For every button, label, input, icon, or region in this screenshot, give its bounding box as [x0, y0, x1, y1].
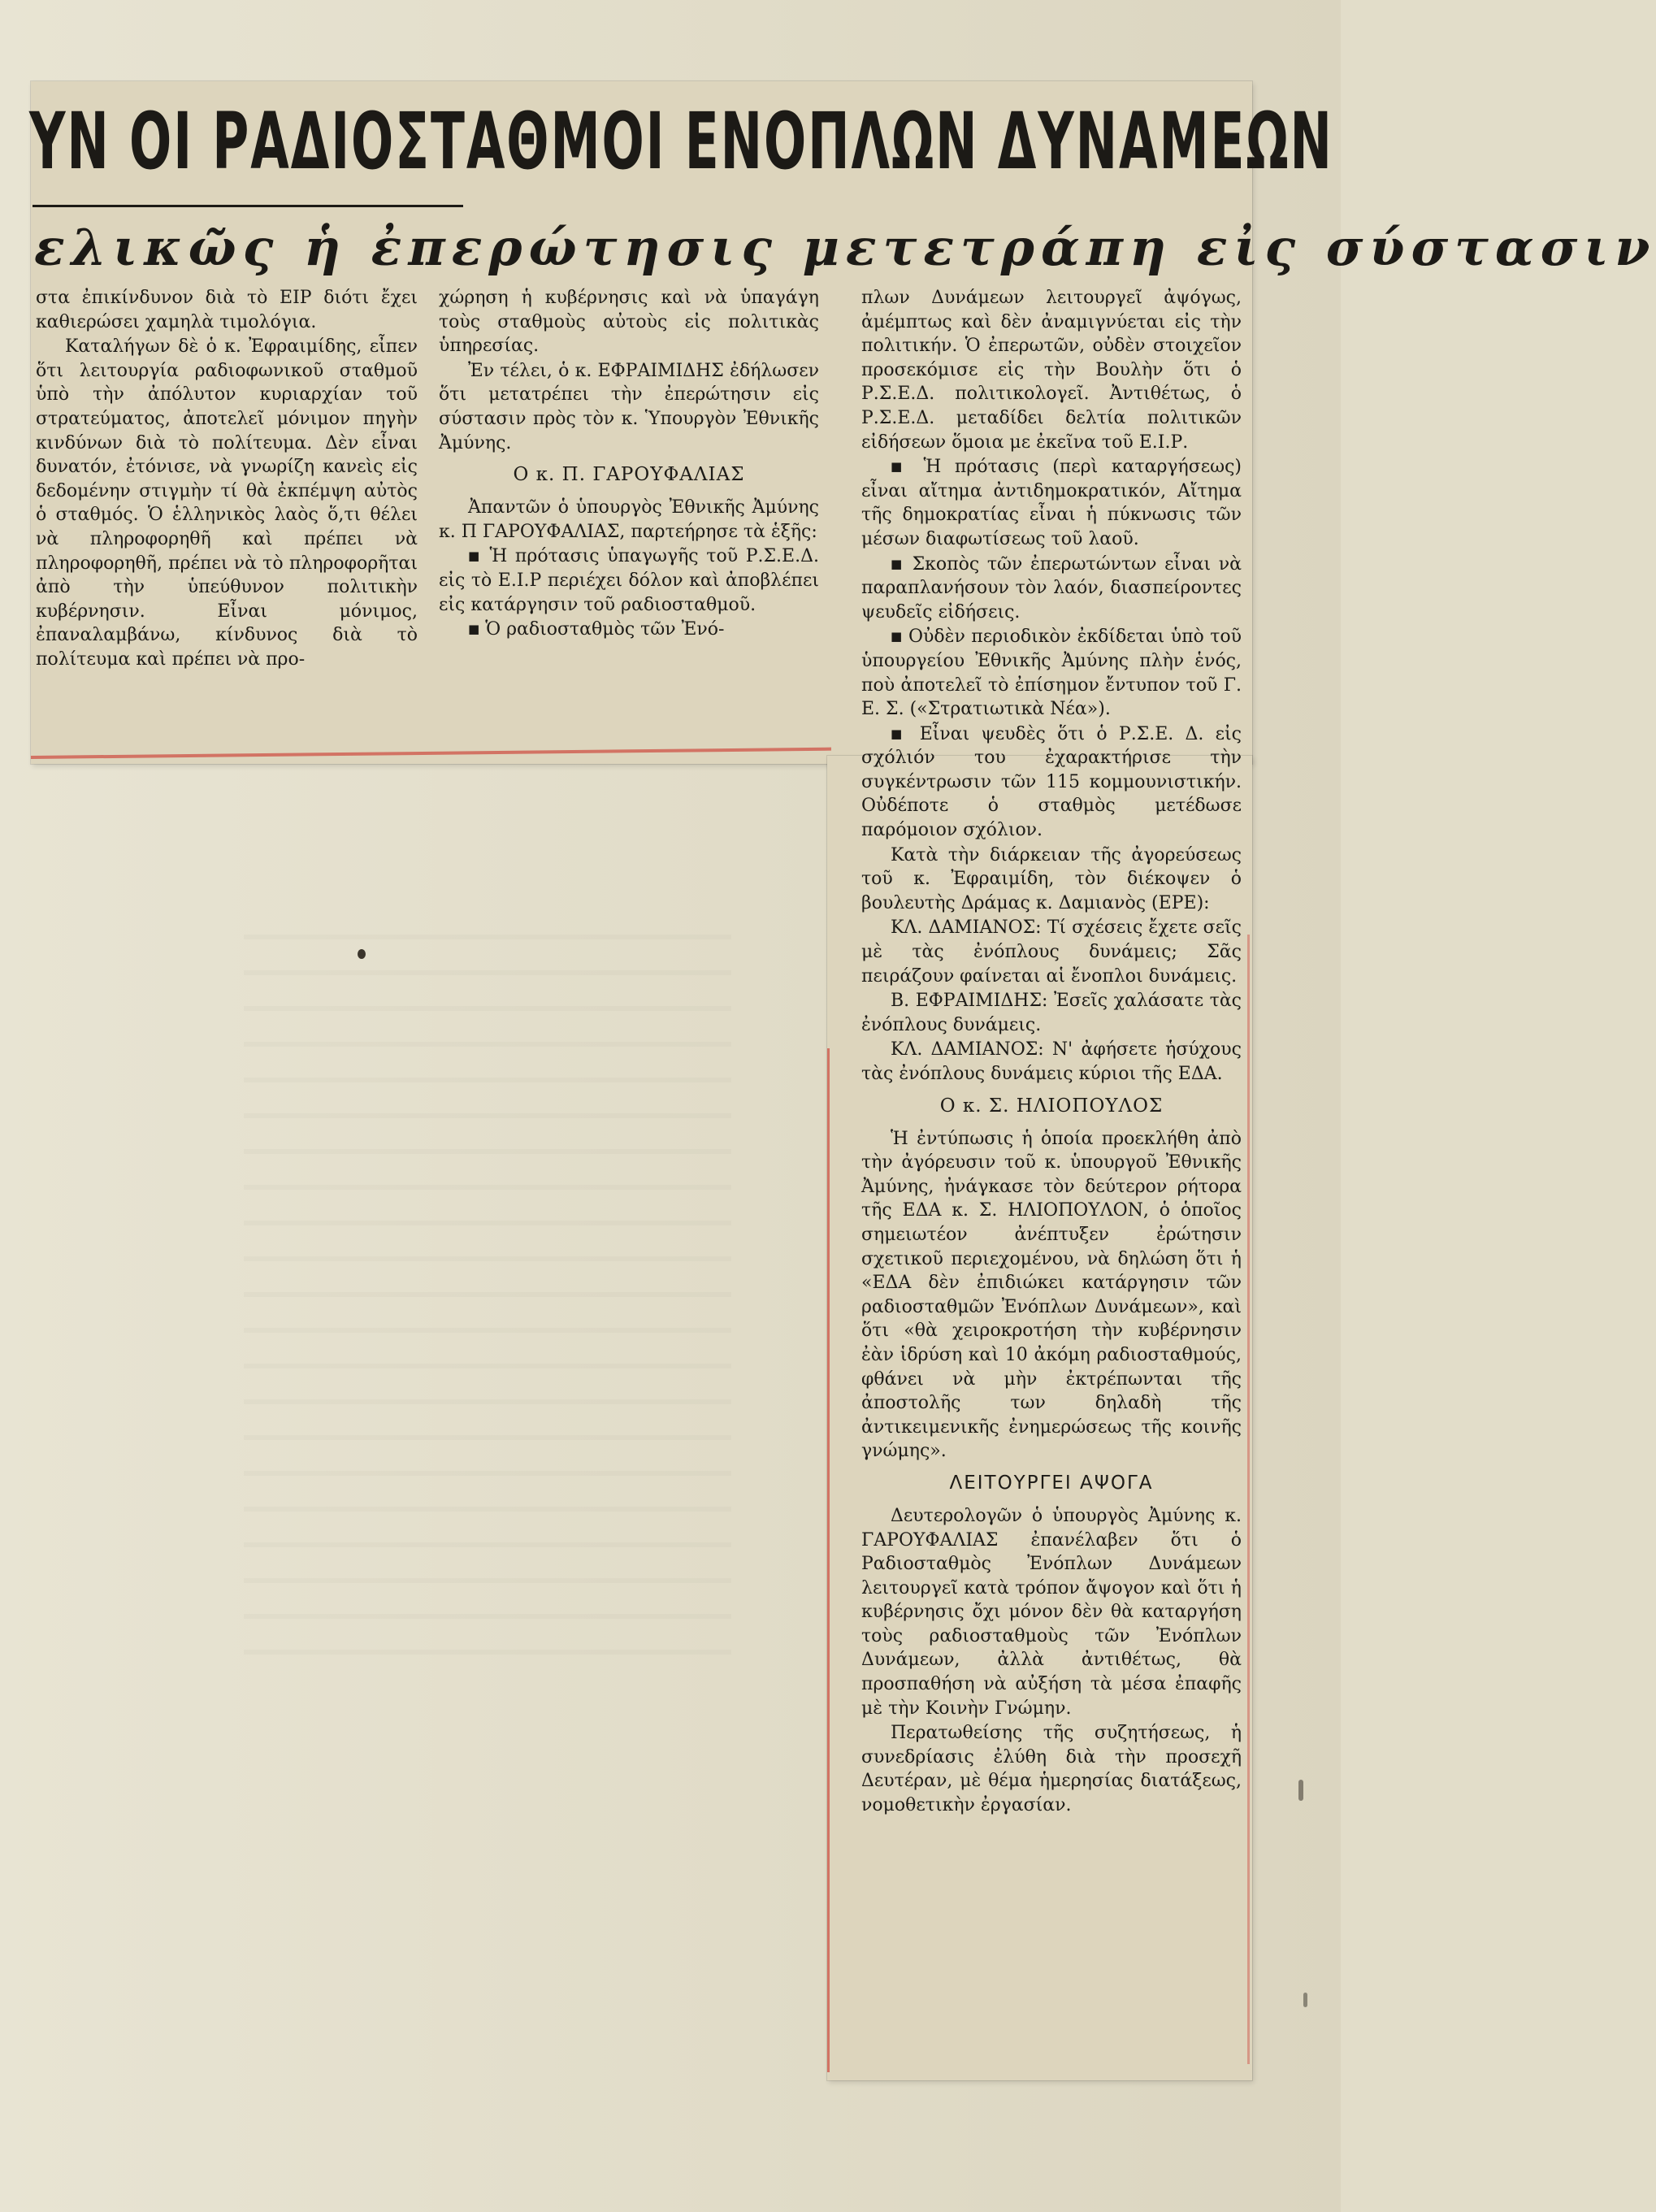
- paragraph: ΚΛ. ΔΑΜΙΑΝΟΣ: Ν' ἀφήσετε ἡσύχους τὰς ἐνόπλους δυνάμεις κύριοι τῆς ΕΔΑ.: [861, 1039, 1242, 1084]
- bullet-text: Οὐδὲν περιοδικὸν ἐκδίδεται ὑπὸ τοῦ ὑπουργείου Ἐθνικῆς Ἀμύνης πλὴν ἑνός, ποὺ ἀποτελεῖ τὸ ἐπίσημον ἔντυπον τοῦ Γ. Ε. Σ. («Στρατιωτικὰ Νέα»).: [861, 627, 1242, 720]
- red-cut-line: [1247, 935, 1250, 2064]
- faded-background-print: [244, 935, 731, 1666]
- paragraph: Καταλήγων δὲ ὁ κ. Ἐφραιμίδης, εἶπεν ὅτι λειτουργία ραδιοφωνικοῦ σταθμοῦ ὑπὸ τὴν ἀπόλυτον κυριαρχίαν τοῦ στρατεύματος, ἀποτελεῖ μόνιμον πηγὴν κινδύνων διὰ τὸ πολίτευμα. Δὲν εἶναι δυνατόν, ἐτόνισε, νὰ γνωρίζη κανεὶς εἰς δεδομένην στιγμὴν τί θὰ ἐκπέμψη αὐτὸς ὁ σταθμός. Ὁ ἑλληνικὸς λαὸς ὅ,τι θέλει νὰ πληροφορηθῆ καὶ πρέπει νὰ πληροφορηθῆ, πρέπει νὰ τὸ πληροφορῆται ἀπὸ τὴν ὑπεύθυνον πολιτικὴν κυβέρνησιν. Εἶναι μόνιμος, ἐπαναλαμβάνω, κίνδυνος διὰ τὸ πολίτευμα καὶ πρέπει νὰ προ-: [36, 336, 418, 670]
- paragraph: Β. ΕΦΡΑΙΜΙΔΗΣ: Ἐσεῖς χαλάσατε τὰς ἐνόπλους δυνάμεις.: [861, 991, 1242, 1035]
- bullet-text: Ὁ ραδιοσταθμὸς τῶν Ἐνό-: [485, 619, 725, 640]
- article-column-2: [439, 286, 819, 643]
- paragraph: στα ἐπικίνδυνον διὰ τὸ ΕΙΡ διότι ἔχει καθιερώσει χαμηλὰ τιμολόγια.: [36, 288, 418, 332]
- paragraph: χώρηση ἡ κυβέρνησις καὶ νὰ ὑπαγάγη τοὺς σταθμοὺς αὐτοὺς εἰς πολιτικὰς ὑπηρεσίας.: [439, 288, 819, 357]
- paragraph: Ἀπαντῶν ὁ ὑπουργὸς Ἐθνικῆς Ἀμύνης κ. Π ΓΑΡΟΥΦΑΛΙΑΣ, παρτεήρησε τὰ ἑξῆς:: [439, 497, 819, 542]
- paragraph: ΚΛ. ΔΑΜΙΑΝΟΣ: Τί σχέσεις ἔχετε σεῖς μὲ τὰς ἐνόπλους δυνάμεις; Σᾶς πειράζουν φαίνεται αἱ ἔνοπλοι δυνάμεις.: [861, 917, 1242, 987]
- bullet-text: Ἡ πρότασις ὑπαγωγῆς τοῦ Ρ.Σ.Ε.Δ. εἰς τὸ Ε.Ι.Ρ περιέχει δόλον καὶ ἀποβλέπει εἰς κατάργησιν τοῦ ραδιοσταθμοῦ.: [439, 546, 819, 615]
- bullet-paragraph: [861, 553, 1242, 625]
- bullet-icon: ■: [891, 629, 903, 644]
- section-heading: ΛΕΙΤΟΥΡΓΕΙ ΑΨΟΓΑ: [949, 1472, 1154, 1494]
- bullet-icon: ■: [891, 556, 904, 571]
- paragraph: Κατὰ τὴν διάρκειαν τῆς ἀγορεύσεως τοῦ κ. Ἐφραιμίδη, τὸν διέκοψεν ὁ βουλευτὴς Δράμας κ. Δαμιανὸς (ΕΡΕ):: [861, 844, 1242, 913]
- bullet-paragraph: [861, 722, 1242, 843]
- paragraph: πλων Δυνάμεων λειτουργεῖ ἀψόγως, ἀμέμπτως καὶ δὲν ἀναμιγνύεται εἰς τὴν πολιτικήν. Ὁ ἐπερωτῶν, οὐδὲν στοιχεῖον προσεκόμισε εἰς τὴν Βουλὴν ὅτι ὁ Ρ.Σ.Ε.Δ. πολιτικολογεῖ. Ἀντιθέτως, ὁ Ρ.Σ.Ε.Δ. μεταδίδει δελτία πολιτικῶν εἰδήσεων ὅμοια με ἐκεῖνα τοῦ Ε.Ι.Ρ.: [861, 288, 1242, 453]
- section-heading: Ο κ. Σ. ΗΛΙΟΠΟΥΛΟΣ: [939, 1095, 1164, 1117]
- paragraph: Ἐν τέλει, ὁ κ. ΕΦΡΑΙΜΙΔΗΣ ἐδήλωσεν ὅτι μετατρέπει τὴν ἐπερώτησιν εἰς σύστασιν πρὸς τὸν κ. Ὑπουργὸν Ἐθνικῆς Ἀμύνης.: [439, 360, 819, 453]
- paragraph: Ἡ ἐντύπωσις ἡ ὁποία προεκλήθη ἀπὸ τὴν ἀγόρευσιν τοῦ κ. ὑπουργοῦ Ἐθνικῆς Ἀμύνης, ἠνάγκασε τὸν δεύτερον ρήτορα τῆς ΕΔΑ κ. Σ. ΗΛΙΟΠΟΥΛΟΝ, ὁ ὁποῖος σημειωτέον ἀνέπτυξεν ἐρώτησιν σχετικοῦ περιεχομένου, νὰ δηλώση ὅτι ἡ «ΕΔΑ δὲν ἐπιδιώκει κατάργησιν τῶν ραδιοσταθμῶν Ἐνόπλων Δυνάμεων», καὶ ὅτι «θὰ χειροκροτήση τὴν κυβέρνησιν ἐὰν ἱδρύση καὶ 10 ἀκόμη ραδιοσταθμούς, φθάνει νὰ μὴν ἐκτρέπωνται τῆς ἀποστολῆς των δηλαδὴ τῆς ἀντικειμενικῆς ἐνημερώσεως τῆς κοινῆς γνώμης».: [861, 1128, 1242, 1462]
- paragraph: Δευτερολογῶν ὁ ὑπουργὸς Ἀμύνης κ. ΓΑΡΟΥΦΑΛΙΑΣ ἐπανέλαβεν ὅτι ὁ Ραδιοσταθμὸς Ἐνόπλων Δυνάμεων λειτουργεῖ κατὰ τρόπον ἄψογον καὶ ὅτι ἡ κυβέρνησις ὄχι μόνον δὲν θὰ καταργήση τοὺς ραδιοσταθμοὺς τῶν Ἐνόπλων Δυνάμεων, ἀλλὰ ἀντιθέτως, θὰ προσπαθήση νὰ αὐξήση τὰ μέσα ἐπαφῆς μὲ τὴν Κοινὴν Γνώμην.: [861, 1505, 1242, 1719]
- ink-speck: [1303, 1993, 1307, 2007]
- bullet-icon: ■: [891, 459, 910, 475]
- bullet-paragraph: [439, 618, 819, 642]
- bullet-paragraph: [439, 544, 819, 617]
- section-heading: Ο κ. Π. ΓΑΡΟΥΦΑΛΙΑΣ: [513, 464, 745, 486]
- ink-speck: [358, 949, 366, 959]
- paragraph: Περατωθείσης τῆς συζητήσεως, ἡ συνεδρίασις ἐλύθη διὰ τὴν προσεχῆ Δευτέραν, μὲ θέμα ἡμερησίας διατάξεως, νομοθετικὴν ἐργασίαν.: [861, 1723, 1242, 1816]
- headline: ΥΝ ΟΙ ΡΑΔΙΟΣΤΑΘΜΟΙ ΕΝΟΠΛΩΝ ΔΥΝΑΜΕΩΝ: [29, 96, 1333, 187]
- bullet-paragraph: [861, 625, 1242, 721]
- bullet-icon: ■: [468, 622, 480, 637]
- headline-rule: [33, 205, 463, 207]
- ink-speck: [1298, 1780, 1303, 1801]
- bullet-icon: ■: [891, 726, 908, 741]
- article-column-1: [36, 286, 418, 673]
- article-column-3: [861, 286, 1242, 1819]
- subheadline: ελικῶς ἡ ἐπερώτησις μετετράπη εἰς σύστασιν: [34, 218, 1656, 277]
- bullet-text: Ἡ πρότασις (περὶ καταργήσεως) εἶναι αἴτημα ἀντιδημοκρατικόν, Αἴτημα τῆς δημοκρατίας εἶναι ἡ πύκνωσις τῶν μέσων διαφωτίσεως τοῦ λαοῦ.: [861, 457, 1242, 549]
- bullet-paragraph: [861, 455, 1242, 551]
- bullet-text: Σκοπὸς τῶν ἐπερωτώντων εἶναι νὰ παραπλανήσουν τὸν λαόν, διασπείροντες ψευδεῖς εἰδήσεις.: [861, 553, 1242, 622]
- bullet-text: Εἶναι ψευδὲς ὅτι ὁ Ρ.Σ.Ε. Δ. εἰς σχόλιόν του ἐχαρακτήρισε τὴν συγκέντρωσιν τῶν 115 κομμουνιστικήν. Οὐδέποτε ὁ σταθμὸς μετέδωσε παρόμοιον σχόλιον.: [861, 723, 1242, 841]
- bullet-icon: ■: [468, 549, 482, 564]
- red-cut-line: [827, 1048, 830, 2072]
